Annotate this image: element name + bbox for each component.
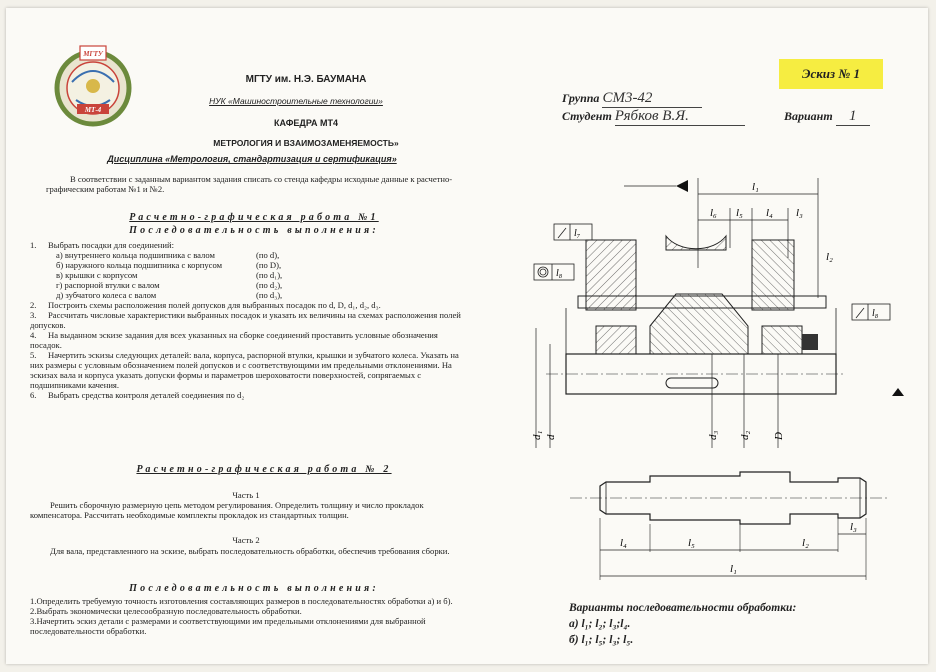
emblem-bottom-text: МТ-4: [84, 106, 102, 114]
dim-l4: l₄: [766, 207, 773, 219]
work1-substep: д) зубчатого колеса с валом (по d₃),: [56, 290, 283, 300]
dim-D: D: [773, 432, 785, 440]
dim-d2: d₂: [739, 430, 751, 440]
shaft-dim-l2: l₂: [802, 537, 809, 549]
variants-title: Варианты последовательности обработки:: [569, 602, 797, 614]
dim-l2: l₂: [826, 251, 833, 263]
work1-step: 2. Построить схемы расположения полей допусков для выбранных посадок по d, D, d₁, d₂, d₃.: [30, 300, 381, 310]
sketch-tag: Эскиз № 1: [779, 59, 883, 89]
work1-substep: г) распорной втулки с валом (по d₂),: [56, 280, 283, 290]
work1-title: Расчетно-графическая работа №1: [129, 212, 379, 223]
variant-row: Вариант 1: [784, 108, 870, 126]
department-name: МЕТРОЛОГИЯ И ВЗАИМОЗАМЕНЯЕМОСТЬ»: [213, 138, 399, 148]
dim-d: d: [545, 434, 557, 440]
work2-step: 3.Начертить эскиз детали с размерами и соответствующими им предельными отклонениями для выбранной последовательности обработки.: [30, 616, 426, 636]
department-title: КАФЕДРА МТ4: [273, 118, 339, 128]
student-row: Студент Рябков В.Я.: [562, 108, 745, 126]
work2-subtitle: Последовательность выполнения:: [129, 583, 379, 594]
shaft-dim-l5: l₅: [688, 537, 695, 549]
dim-l8-left: l₈: [556, 268, 563, 279]
emblem-top-text: МГТУ: [83, 50, 103, 58]
work1-substep: в) крышки с корпусом (по d₁),: [56, 270, 283, 280]
discipline-title: Дисциплина «Метрология, стандартизация и сертификация»: [107, 154, 397, 164]
group-row: Группа СМ3-42: [562, 90, 702, 108]
university-name: МГТУ им. Н.Э. БАУМАНА: [245, 74, 367, 85]
work1-step: 4. На выданном эскизе задания для всех указанных на сборке соединений проставить условные обозначения посадок.: [30, 330, 438, 350]
work1-step: 6. Выбрать средства контроля деталей соединения по d₂: [30, 390, 245, 400]
part2-text: Для вала, представленного на эскизе, выбрать последовательность обработки, обеспечив требования сборки.: [50, 546, 450, 556]
dim-d3: d₃: [707, 430, 719, 440]
university-emblem-icon: [50, 42, 136, 128]
institute-name: НУК «Машиностроительные технологии»: [209, 96, 383, 106]
intro-paragraph: В соответствии с заданным вариантом задания списать со стенда кафедры исходные данные к расчетно-графическим работам №1 и №2.: [46, 174, 453, 194]
work2-steps: [30, 596, 470, 636]
assembly-drawing: [526, 158, 926, 448]
dim-l3: l₃: [796, 207, 803, 219]
variant-a: а) l₁; l₂; l₃;l₄.: [569, 618, 631, 630]
work1-substep: б) наружного кольца подшипника с корпусом (по D),: [56, 260, 282, 270]
part1-title: Часть 1: [232, 490, 260, 500]
dim-l6: l₆: [710, 207, 717, 219]
shaft-drawing: [570, 468, 890, 588]
part1-text: Решить сборочную размерную цепь методом регулирования. Определить толщину и число прокладок компенсатора. Рассчитать необходимые комплекты прокладок из стандартных толщин.: [30, 500, 424, 520]
variant-value: 1: [836, 108, 870, 126]
work2-title: Расчетно-графическая работа № 2: [136, 464, 392, 475]
variant-b: б) l₁; l₅; l₃; l₅.: [569, 634, 634, 646]
work2-step: 1.Определить требуемую точность изготовления составляющих размеров в последовательностях обработки а) и б).: [30, 596, 453, 606]
assignment-sheet: [6, 8, 928, 664]
dim-l5: l₅: [736, 207, 743, 219]
work1-steps: [30, 240, 470, 400]
work1-subtitle: Последовательность выполнения:: [129, 225, 379, 236]
variants-block: [569, 600, 796, 648]
work1-step: 3. Рассчитать числовые характеристики выбранных посадок и указать их величины на схемах расположения полей допусков.: [30, 310, 461, 330]
dim-l1: l₁: [752, 181, 759, 193]
shaft-dim-l3: l₃: [850, 521, 857, 533]
work1-step: 1. Выбрать посадки для соединений:: [30, 240, 174, 250]
dim-l7: l₇: [574, 228, 581, 239]
shaft-dim-l1: l₁: [730, 563, 737, 575]
dim-d1: d₁: [531, 430, 543, 440]
dim-l8-right: l₈: [872, 308, 879, 319]
part2-title: Часть 2: [232, 535, 260, 545]
student-value: Рябков В.Я.: [615, 108, 745, 126]
work1-substep: а) внутреннего кольца подшипника с валом (по d),: [56, 250, 280, 260]
work2-step: 2.Выбрать экономически целесообразную последовательность обработки.: [30, 606, 302, 616]
shaft-dim-l4: l₄: [620, 537, 627, 549]
group-value: СМ3-42: [602, 90, 702, 108]
work1-step: 5. Начертить эскизы следующих деталей: вала, корпуса, распорной втулки, крышки и зубчатого колеса. Указать на них размеры с условным обозначением полей допусков и с соответствующими им предельными отклонениями. На эскизах вала и корпуса указать допуски формы и параметров шероховатости поверхностей, сопрягаемых с подшипниками качения.: [30, 350, 459, 390]
